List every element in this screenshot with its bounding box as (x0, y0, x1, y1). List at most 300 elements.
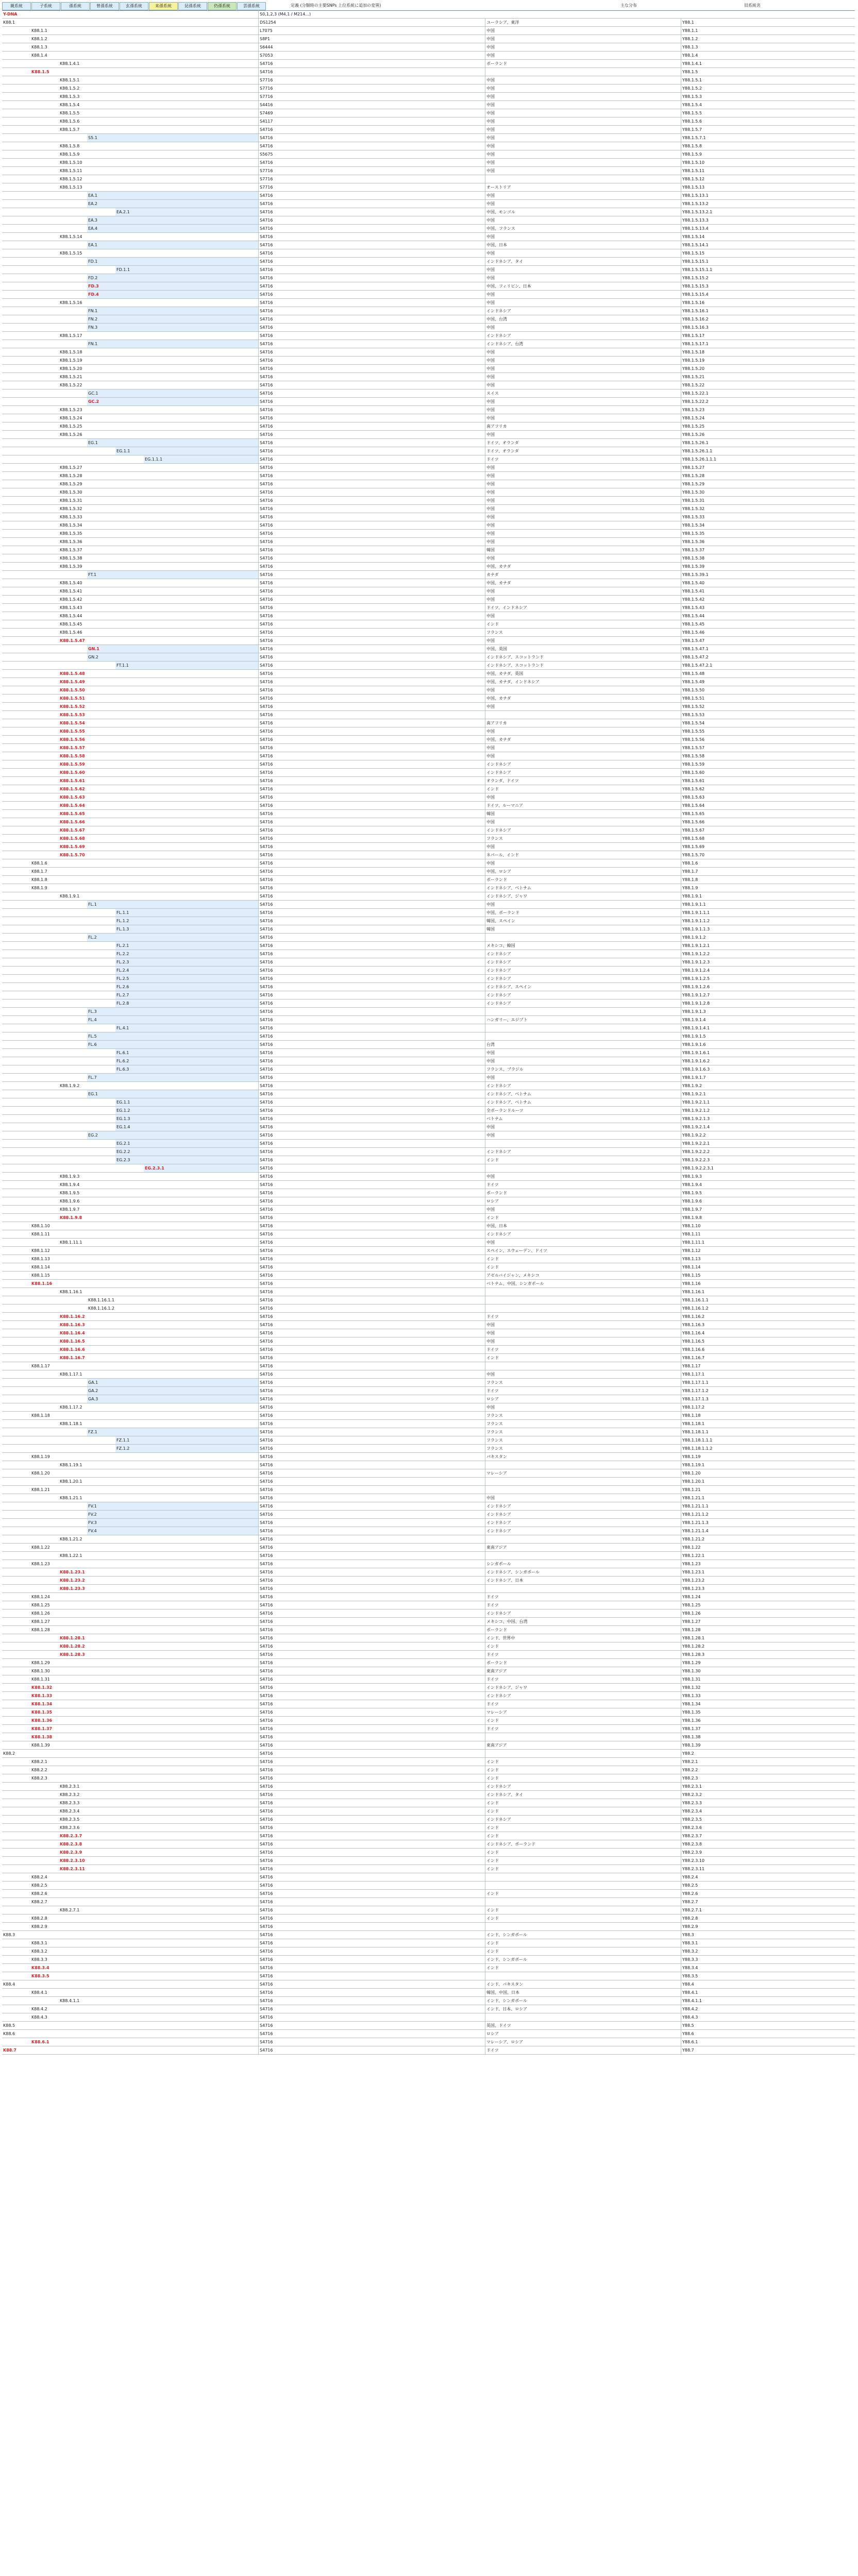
haplogroup-name: FZ.1.2 (115, 1445, 258, 1452)
definition-cell: S4716 (258, 225, 485, 232)
old-name-cell: Y88.1.9.1.6.1 (681, 1049, 854, 1057)
region-cell: 中国 (485, 497, 681, 504)
definition-cell: S4716 (258, 1642, 485, 1650)
region-cell: 中国 (485, 216, 681, 224)
definition-cell: S6444 (258, 43, 485, 51)
old-name-cell: Y88.1.1 (681, 27, 854, 35)
definition-cell: S4716 (258, 826, 485, 834)
definition-cell: S4716 (258, 925, 485, 933)
region-cell: インドネシア (485, 1519, 681, 1527)
region-cell: インドネシア (485, 1230, 681, 1238)
table-row (2, 497, 855, 505)
table-row (2, 1131, 855, 1140)
region-cell: 中国 (485, 348, 681, 356)
old-name-cell: Y88.1.5.11 (681, 167, 854, 175)
old-name-cell: Y88.1.5.12 (681, 175, 854, 183)
haplogroup-name: K88.1.5.26 (60, 432, 82, 437)
definition-cell: S4716 (258, 934, 485, 941)
haplogroup-name: K88.1.5.3 (60, 94, 80, 99)
table-row (2, 546, 855, 554)
haplogroup-name: K88.1.5.54 (60, 721, 85, 725)
old-name-cell: Y88.1.9.2.1 (681, 1090, 854, 1098)
table-row (2, 159, 855, 167)
old-name-cell: Y88.4 (681, 1980, 854, 1988)
region-cell: 中国 (485, 1206, 681, 1213)
definition-cell: S4716 (258, 1469, 485, 1477)
region-cell: フランス (485, 1379, 681, 1386)
definition-cell: S4716 (258, 868, 485, 875)
haplogroup-name: K88.1.5.13 (60, 185, 82, 190)
definition-cell: S4716 (258, 752, 485, 760)
table-row (2, 1717, 855, 1725)
old-name-cell: Y88.2.7 (681, 1898, 854, 1906)
table-row (2, 35, 855, 43)
table-row (2, 596, 855, 604)
table-row (2, 373, 855, 381)
old-name-cell: Y88.1.4 (681, 52, 854, 59)
old-name-cell: Y88.1.5.70 (681, 851, 854, 859)
region-cell: インド、シンガポール (485, 1931, 681, 1939)
region-cell: フランス (485, 1412, 681, 1419)
old-name-cell: Y88.1.5.42 (681, 596, 854, 603)
haplogroup-name: FL.6 (87, 1041, 258, 1048)
definition-cell: S4716 (258, 1247, 485, 1255)
old-name-cell: Y88.1.5.17.1 (681, 340, 854, 348)
region-cell: ネパール、インド (485, 851, 681, 859)
table-row (2, 126, 855, 134)
table-row (2, 52, 855, 60)
haplogroup-name: EG.1.4 (115, 1123, 258, 1131)
region-cell: インド (485, 1857, 681, 1865)
region-cell: フランス (485, 1420, 681, 1428)
old-name-cell: Y88.1.9.1.2.8 (681, 999, 854, 1007)
table-row (2, 1807, 855, 1816)
table-row (2, 1098, 855, 1107)
y-dna-tree-sheet (2, 2, 855, 2055)
old-name-cell: Y88.1.16.1.2 (681, 1304, 854, 1312)
table-row (2, 975, 855, 983)
haplogroup-name: K88.1.5.35 (60, 531, 82, 536)
table-row (2, 983, 855, 991)
region-cell: フランス、ブラジル (485, 1065, 681, 1073)
haplogroup-name: K88.1.33 (31, 1693, 53, 1698)
table-row (2, 752, 855, 760)
region-cell: インドネシア (485, 1082, 681, 1090)
old-name-cell: Y88.1.9.1.6 (681, 1041, 854, 1048)
table-row (2, 1824, 855, 1832)
definition-cell: S4716 (258, 1626, 485, 1634)
definition-cell: S4716 (258, 1956, 485, 1963)
root-row (2, 10, 855, 19)
old-name-cell: Y88.1.5.18 (681, 348, 854, 356)
old-name-cell: Y88.3.1 (681, 1939, 854, 1947)
region-cell: 中国、ロシア (485, 868, 681, 875)
definition-cell: S4716 (258, 1288, 485, 1296)
region-cell: インド (485, 1906, 681, 1914)
old-name-cell: Y88.1.5.28 (681, 472, 854, 480)
table-row (2, 1659, 855, 1667)
definition-cell: S4716 (258, 760, 485, 768)
table-row (2, 2046, 855, 2055)
definition-cell: S4716 (258, 513, 485, 521)
old-name-cell: Y88.1.16.1.1 (681, 1296, 854, 1304)
definition-cell: S4716 (258, 1239, 485, 1246)
table-row (2, 1766, 855, 1774)
haplogroup-name: K88.1.26 (31, 1611, 50, 1616)
old-name-cell: Y88.1.5.27 (681, 464, 854, 471)
table-row (2, 950, 855, 958)
region-cell: インド (485, 1717, 681, 1724)
haplogroup-name: K88.3.3 (31, 1957, 47, 1962)
haplogroup-name: EA.1 (87, 192, 258, 199)
region-cell (485, 1461, 681, 1469)
definition-cell: S4716 (258, 1263, 485, 1271)
haplogroup-name: FL.3 (87, 1008, 258, 1015)
haplogroup-name: K88.1.17 (31, 1364, 50, 1368)
haplogroup-name: K88.1.5.47 (60, 638, 85, 643)
region-cell: 中国、日本 (485, 1222, 681, 1230)
table-row (2, 1321, 855, 1329)
region-cell (485, 2013, 681, 2021)
definition-cell: S4716 (258, 1906, 485, 1914)
region-cell: 中国 (485, 1337, 681, 1345)
table-row (2, 480, 855, 488)
old-name-cell: Y88.1.5.22.2 (681, 398, 854, 405)
old-name-cell: Y88.2.3.3 (681, 1799, 854, 1807)
table-row (2, 431, 855, 439)
definition-cell: S4716 (258, 1478, 485, 1485)
old-name-cell: Y88.1.5.7.1 (681, 134, 854, 142)
table-row (2, 1774, 855, 1783)
definition-cell: S4716 (258, 777, 485, 785)
old-name-cell: Y88.2 (681, 1750, 854, 1757)
region-cell: スイス (485, 389, 681, 397)
region-cell: 中国 (485, 1370, 681, 1378)
table-row (2, 645, 855, 653)
haplogroup-name: K88.1.11 (31, 1232, 50, 1236)
definition-cell: S4716 (258, 126, 485, 133)
region-cell (485, 1750, 681, 1757)
table-row (2, 719, 855, 727)
table-row (2, 991, 855, 999)
old-name-cell: Y88.3.2 (681, 1947, 854, 1955)
table-row (2, 299, 855, 307)
old-name-cell: Y88.1.5.48 (681, 670, 854, 677)
definition-cell: S4716 (258, 538, 485, 546)
region-cell: インドネシア (485, 1148, 681, 1156)
region-cell: ベトナム (485, 1115, 681, 1123)
definition-cell: S4716 (258, 1577, 485, 1584)
tree-level-header: 曾孫系統 (90, 2, 119, 10)
region-cell: 中国 (485, 727, 681, 735)
old-name-cell: Y88.1.5.33 (681, 513, 854, 521)
definition-cell: S4716 (258, 694, 485, 702)
definition-cell: S4716 (258, 958, 485, 966)
definition-cell: S4716 (258, 389, 485, 397)
region-cell: インド、シンガポール (485, 1956, 681, 1963)
definition-cell: S4716 (258, 1947, 485, 1955)
table-row (2, 2013, 855, 2022)
old-name-cell: Y88.1.21.1.1 (681, 1502, 854, 1510)
haplogroup-name: K88.1.16.5 (60, 1339, 85, 1344)
definition-cell: S7716 (258, 167, 485, 175)
haplogroup-name: K88.1.19.1 (60, 1463, 82, 1467)
haplogroup-name: EG.1.2 (115, 1107, 258, 1114)
haplogroup-name: K88.1.5.33 (60, 515, 82, 519)
haplogroup-name: GN.1 (87, 645, 258, 653)
old-name-cell: Y88.2.7.1 (681, 1906, 854, 1914)
table-row (2, 1469, 855, 1478)
definition-cell: S4716 (258, 637, 485, 645)
table-row (2, 1486, 855, 1494)
haplogroup-name: K88.1.5.66 (60, 820, 85, 824)
old-name-cell: Y88.1.5.15.3 (681, 282, 854, 290)
old-name-cell: Y88.1.5.13.3 (681, 216, 854, 224)
definition-cell: S4716 (258, 1684, 485, 1691)
haplogroup-name: K88.1.16.1 (60, 1290, 82, 1294)
old-name-cell: Y88.1.5.31 (681, 497, 854, 504)
haplogroup-name: K88.3.1 (31, 1941, 47, 1945)
table-row (2, 1502, 855, 1511)
region-cell (485, 1024, 681, 1032)
definition-cell: S4716 (258, 686, 485, 694)
definition-cell: S4716 (258, 1206, 485, 1213)
region-cell: インド (485, 620, 681, 628)
table-row (2, 1568, 855, 1577)
old-name-cell: Y88.1.17.1.2 (681, 1387, 854, 1395)
region-cell: インドネシア (485, 1609, 681, 1617)
old-name-cell: Y88.1.5.20 (681, 365, 854, 372)
haplogroup-name: K88.1.5.24 (60, 416, 82, 420)
region-cell: マレーシア (485, 1469, 681, 1477)
haplogroup-name: K88.1.5.40 (60, 581, 82, 585)
old-name-cell: Y88.1.35 (681, 1708, 854, 1716)
table-row (2, 183, 855, 192)
definition-cell: S4716 (258, 785, 485, 793)
region-cell: 中国 (485, 84, 681, 92)
old-name-cell: Y88.1.5.15.2 (681, 274, 854, 282)
old-name-cell: Y88.1.24 (681, 1593, 854, 1601)
old-name-cell: Y88.7 (681, 2046, 854, 2054)
region-cell: 中国 (485, 1321, 681, 1329)
definition-cell: S4716 (258, 884, 485, 892)
table-row (2, 488, 855, 497)
old-name-cell: Y88.1.29 (681, 1659, 854, 1667)
definition-cell: S4716 (258, 950, 485, 958)
table-row (2, 216, 855, 225)
region-cell: 東南アジア (485, 1544, 681, 1551)
haplogroup-name: FL.2.7 (115, 991, 258, 999)
old-name-cell: Y88.1.5.47.1 (681, 645, 854, 653)
haplogroup-name: K88.1.5.60 (60, 770, 85, 775)
table-row (2, 1049, 855, 1057)
haplogroup-name: FT.1 (87, 571, 258, 579)
definition-cell: S4716 (258, 1824, 485, 1832)
old-name-cell: Y88.1.9.8 (681, 1214, 854, 1222)
old-name-cell: Y88.1.5 (681, 68, 854, 76)
table-row (2, 1181, 855, 1189)
old-name-cell: Y88.1.21 (681, 1486, 854, 1494)
table-row (2, 192, 855, 200)
table-row (2, 1873, 855, 1882)
haplogroup-name: K88.1.31 (31, 1677, 50, 1682)
haplogroup-name: K88.1.5.42 (60, 597, 82, 602)
region-cell (485, 1140, 681, 1147)
haplogroup-name: K88.1.28.1 (60, 1636, 85, 1640)
haplogroup-name: K88.1.20 (31, 1471, 50, 1476)
definition-cell: DS1254 (258, 19, 485, 26)
region-cell: インドネシア (485, 999, 681, 1007)
table-row (2, 1140, 855, 1148)
haplogroup-name: K88.1.9.4 (60, 1182, 80, 1187)
haplogroup-name: FL.4.1 (115, 1024, 258, 1032)
old-name-cell: Y88.1.5.7 (681, 126, 854, 133)
definition-cell: S4716 (258, 1758, 485, 1766)
region-cell: 東南アジア (485, 1667, 681, 1675)
definition-cell: S4716 (258, 1750, 485, 1757)
definition-cell: S4716 (258, 645, 485, 653)
old-name-cell: Y88.1.28.1 (681, 1634, 854, 1642)
haplogroup-name: FL.1.3 (115, 925, 258, 933)
table-row (2, 1346, 855, 1354)
haplogroup-name: K88.1.16.3 (60, 1323, 85, 1327)
table-row (2, 109, 855, 117)
old-name-cell: Y88.1.9.1.2.6 (681, 983, 854, 991)
table-row (2, 835, 855, 843)
definition-cell: S4716 (258, 892, 485, 900)
haplogroup-name: EG.2.2 (115, 1148, 258, 1156)
table-row (2, 744, 855, 752)
definition-cell: S4716 (258, 447, 485, 455)
region-cell: メキシコ、韓国 (485, 942, 681, 950)
definition-cell: S4716 (258, 521, 485, 529)
definition-cell: S4716 (258, 1741, 485, 1749)
region-cell: 中国 (485, 505, 681, 513)
definition-cell: S4716 (258, 455, 485, 463)
region-cell: アゼルバイジャン、メキシコ (485, 1272, 681, 1279)
haplogroup-name: K88.1.20.1 (60, 1479, 82, 1484)
old-name-cell: Y88.1.5.24 (681, 414, 854, 422)
table-row (2, 324, 855, 332)
region-cell: 中国 (485, 373, 681, 381)
old-name-cell: Y88.1.9.1.4 (681, 1016, 854, 1024)
old-name-cell: Y88.4.2 (681, 2005, 854, 2013)
region-cell: 中国 (485, 1403, 681, 1411)
old-name-cell: Y88.1.5.15.1.1 (681, 266, 854, 274)
tree-level-header: 孫系統 (61, 2, 90, 10)
definition-cell: S4716 (258, 60, 485, 67)
old-name-cell: Y88.1.2 (681, 35, 854, 43)
old-name-cell: Y88.1.27 (681, 1618, 854, 1625)
haplogroup-name: K88.1.5.6 (60, 119, 80, 124)
haplogroup-name: FV.2 (87, 1511, 258, 1518)
haplogroup-name: K88.1.9.5 (60, 1191, 80, 1195)
haplogroup-name: K88.1.16.1.2 (88, 1306, 115, 1311)
definition-cell: S4716 (258, 1931, 485, 1939)
definition-cell: S4716 (258, 505, 485, 513)
haplogroup-name: K88.1.28.3 (60, 1652, 85, 1657)
region-cell: インド (485, 1766, 681, 1774)
definition-cell: S4716 (258, 1519, 485, 1527)
region-cell: 東南アジア (485, 1741, 681, 1749)
table-row (2, 1197, 855, 1206)
haplogroup-name: K88.1.38 (31, 1735, 53, 1739)
table-row (2, 859, 855, 868)
table-row (2, 579, 855, 587)
table-row (2, 901, 855, 909)
definition-cell: S4716 (258, 670, 485, 677)
table-row (2, 1148, 855, 1156)
definition-cell: S4716 (258, 563, 485, 570)
table-row (2, 1947, 855, 1956)
definition-cell: S4716 (258, 1181, 485, 1189)
haplogroup-name: K88.1.9.1 (60, 894, 80, 899)
haplogroup-name: K88.1.16 (31, 1281, 53, 1286)
region-cell: 中国 (485, 596, 681, 603)
table-row (2, 818, 855, 826)
table-row (2, 1445, 855, 1453)
tree-level-header: 仍孫系統 (208, 2, 237, 10)
table-row (2, 967, 855, 975)
definition-cell: S4716 (258, 1972, 485, 1980)
definition-cell: S4716 (258, 1140, 485, 1147)
old-name-cell: Y88.1.38 (681, 1733, 854, 1741)
region-cell: 中国 (485, 76, 681, 84)
region-cell: パキスタン (485, 1453, 681, 1461)
haplogroup-name: K88.1.16.2 (60, 1314, 85, 1319)
old-name-cell: Y88.2.8 (681, 1914, 854, 1922)
table-row (2, 258, 855, 266)
region-cell: 中国 (485, 1239, 681, 1246)
old-name-cell: Y88.1.5.57 (681, 744, 854, 752)
old-name-cell: Y88.1.25 (681, 1601, 854, 1609)
haplogroup-name: K88.1.5.65 (60, 811, 85, 816)
definition-cell: S4716 (258, 909, 485, 917)
old-name-cell: Y88.1.5.60 (681, 769, 854, 776)
definition-cell: S4716 (258, 1939, 485, 1947)
table-row (2, 769, 855, 777)
region-cell: インド (485, 1156, 681, 1164)
table-row (2, 563, 855, 571)
haplogroup-name: K88.1.4 (31, 53, 47, 58)
haplogroup-name: FL.2.5 (115, 975, 258, 982)
table-row (2, 785, 855, 793)
definition-cell: S4716 (258, 999, 485, 1007)
old-name-cell: Y88.3.3 (681, 1956, 854, 1963)
region-cell: マレーシア (485, 1708, 681, 1716)
definition-cell: S4716 (258, 497, 485, 504)
haplogroup-name: GA.1 (87, 1379, 258, 1386)
haplogroup-name: K88.1.5.27 (60, 465, 82, 470)
region-cell: オーストリア (485, 183, 681, 191)
region-cell: 韓国 (485, 546, 681, 554)
table-row (2, 505, 855, 513)
region-cell (485, 711, 681, 719)
definition-cell: S4716 (258, 414, 485, 422)
definition-cell: S4716 (258, 744, 485, 752)
haplogroup-name: K88.1.9 (31, 886, 47, 890)
region-cell: インドネシア (485, 307, 681, 315)
region-cell: インドネシア (485, 1783, 681, 1790)
region-cell: 中国 (485, 109, 681, 117)
old-name-cell: Y88.1.5.64 (681, 802, 854, 809)
root-label: Y-DNA (3, 12, 18, 16)
region-cell: マレーシア、ロシア (485, 2038, 681, 2046)
region-cell: インドネシア (485, 967, 681, 974)
haplogroup-name: K88.1.25 (31, 1603, 50, 1607)
old-name-cell: Y88.2.3.5 (681, 1816, 854, 1823)
old-name-cell: Y88.1.5.36 (681, 538, 854, 546)
